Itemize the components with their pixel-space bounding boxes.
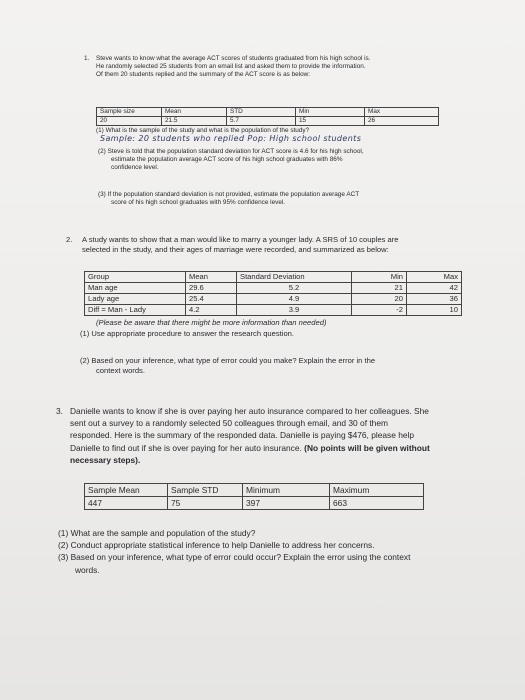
question-3 [56,405,476,466]
table-header-cell: Maximum [330,484,424,497]
table-header-cell: Minimum [243,484,330,497]
table-header-cell: STD [227,108,296,117]
table-row [85,484,424,497]
q1-part-2-line-1: (2) Steve is told that the population standard deviation for ACT score is 4.6 for his high school, [98,148,364,155]
q1-part-3 [98,191,359,207]
table-cell: Diff = Man - Lady [85,305,186,316]
question-3-line-5: necessary steps). [70,454,141,465]
table-cell: 663 [330,497,424,510]
table-header-cell: Standard Deviation [237,272,352,283]
q2-part-2 [80,356,375,376]
table-row [85,294,462,305]
table-header-cell: Group [85,272,186,283]
table-row [85,305,462,316]
question-3-line-1: Danielle wants to know if she is over paying her auto insurance compared to her colleagues. She [70,406,429,416]
q1-part-3-line-1: (3) If the population standard deviation is not provided, estimate the population average ACT [98,191,360,198]
q2-part-1: (1) Use appropriate procedure to answer the research question. [80,329,295,338]
question-1-line-2: He randomly selected 25 students from an email list and asked them to provide the information. [96,63,366,71]
table-cell: 10 [407,305,462,316]
table-cell: 20 [352,294,407,305]
question-1-line-1: Steve wants to know what the average ACT scores of students graduated from his high school is. [96,55,371,62]
q3-part-2: (2) Conduct appropriate statistical inference to help Danielle to address her concerns. [58,540,375,551]
table-cell: 26 [365,117,439,126]
question-3-line-4-text: Danielle to find out if she is over paying for her auto insurance. [70,442,302,453]
table-header-cell: Min [296,108,365,117]
question-1-number: 1. [84,55,90,62]
table-row [85,283,462,294]
question-3-text [70,405,476,466]
q2-summary-table [84,271,462,316]
question-3-line-2: sent out a survey to a randomly selected 50 colleagues through email, and 30 of them [70,418,388,429]
q1-part-2 [98,148,364,173]
q3-part-3-line-2: words. [75,564,100,575]
q1-part-2-line-3: confidence level. [111,164,159,172]
table-cell: 3.9 [237,305,352,316]
table-header-cell: Mean [186,272,237,283]
table-cell: Lady age [85,294,186,305]
table-header-cell: Sample size [97,108,162,117]
table-cell: 21 [352,283,407,294]
question-2-number: 2. [66,235,73,244]
table-cell: 36 [407,294,462,305]
question-1-text [96,55,464,80]
q3-summary-table [84,483,424,510]
question-2-line-1: A study wants to show that a man would like to marry a younger lady. A SRS of 10 couples are [82,235,399,244]
table-cell: 29.6 [186,283,237,294]
question-2 [66,235,476,255]
table-header-cell: Sample Mean [85,484,168,497]
table-header-cell: Mean [162,108,227,117]
q3-part-1: (1) What are the sample and population of the study? [58,528,256,538]
table-cell: 447 [85,497,168,510]
question-3-line-3: responded. Here is the summary of the responded data. Danielle is paying $476, please help [70,430,415,441]
table-row [97,108,439,117]
q1-part-2-line-2: estimate the population average ACT score of his high school graduates with 86% [111,156,343,164]
table-cell: 20 [97,117,162,126]
table-cell: 15 [296,117,365,126]
question-1-line-3: Of them 20 students replied and the summary of the ACT score is as below: [96,71,311,79]
q2-part-2-line-1: (2) Based on your inference, what type of error could you make? Explain the error in the [80,356,376,365]
table-cell: 5.2 [237,283,352,294]
question-3-line-4-bold: (No points will be given without [304,442,430,453]
q2-note: (Please be aware that there might be more information than needed) [96,318,327,327]
table-cell: -2 [352,305,407,316]
table-cell: 21.5 [162,117,227,126]
question-2-text [82,235,476,255]
table-cell: 75 [168,497,243,510]
table-header-cell: Max [407,272,462,283]
q1-handwritten-answer: Sample: 20 students who replied Pop: High school students [100,134,362,143]
question-3-number: 3. [56,406,63,416]
question-2-line-2: selected in the study, and their ages of marriage were recorded, and summarized as below: [82,245,389,254]
table-cell: 42 [407,283,462,294]
question-3-line-4 [70,442,476,454]
q1-part-1: (1) What is the sample of the study and what is the population of the study? [96,127,310,134]
table-cell: Man age [85,283,186,294]
q2-part-2-line-2: context words. [96,366,145,375]
table-header-cell: Min [352,272,407,283]
table-cell: 5.7 [227,117,296,126]
table-cell: 4.9 [237,294,352,305]
table-row [97,117,439,126]
q3-part-3-line-1: (3) Based on your inference, what type of error could occur? Explain the error using the context [58,552,411,563]
table-cell: 4.2 [186,305,237,316]
q1-part-3-line-2: score of his high school graduates with 95% confidence level. [111,199,286,207]
table-row [85,272,462,283]
table-header-cell: Max [365,108,439,117]
question-1 [84,55,464,80]
table-cell: 25.4 [186,294,237,305]
table-row [85,497,424,510]
table-header-cell: Sample STD [168,484,243,497]
q1-summary-table [96,107,439,126]
table-cell: 397 [243,497,330,510]
q3-parts [58,527,410,576]
